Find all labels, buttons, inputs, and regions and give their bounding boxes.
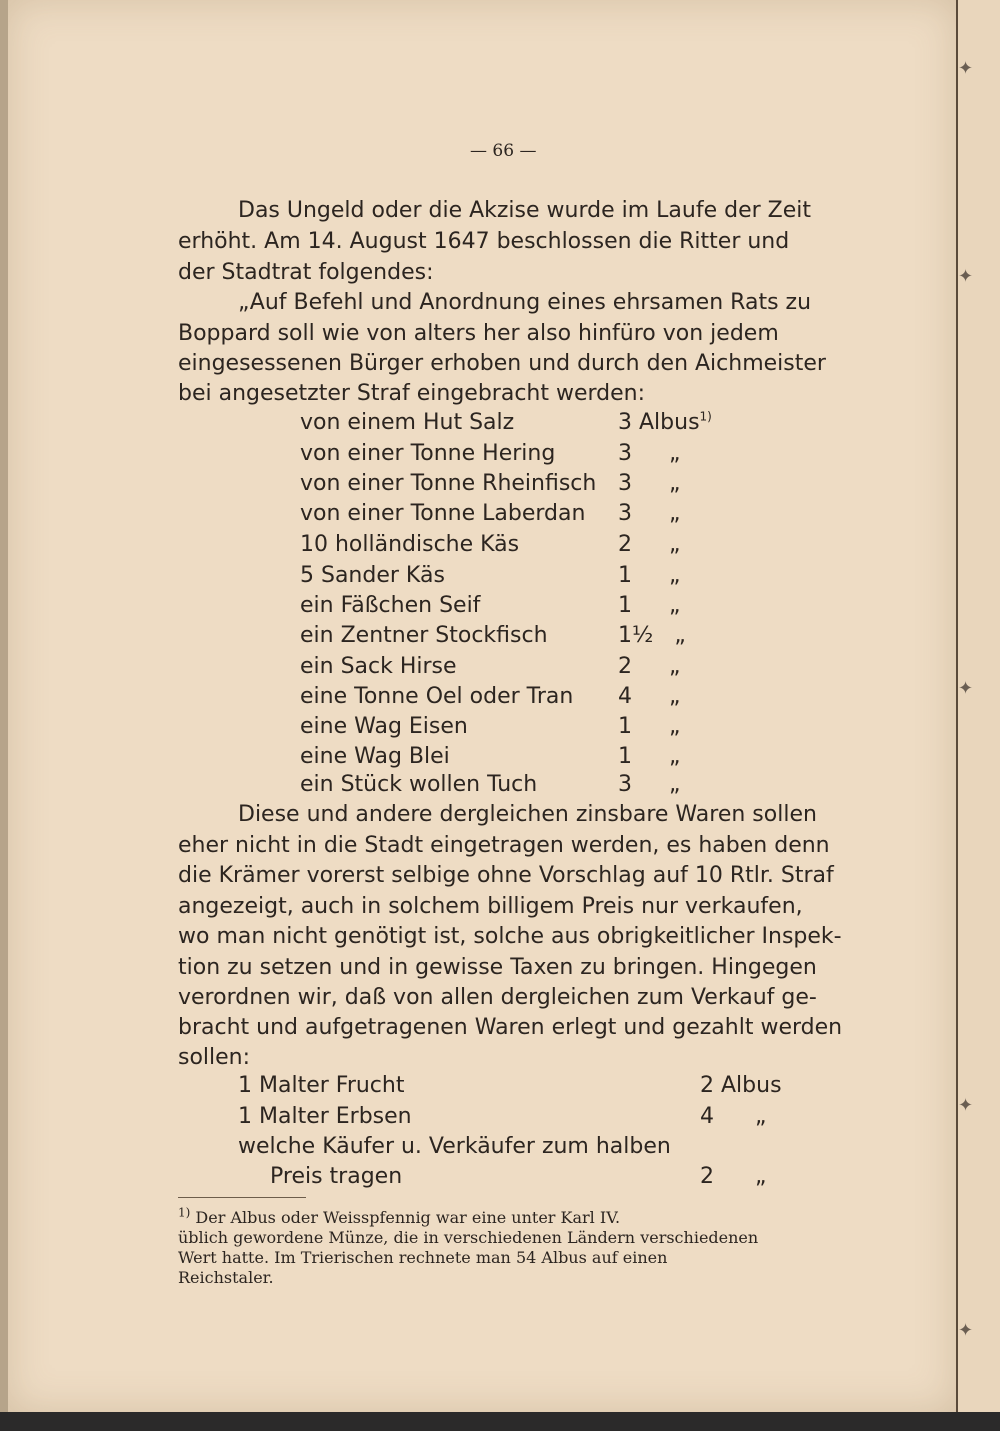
text-line: verordnen wir, daß von allen dergleichen zum Verkauf ge- — [178, 985, 817, 1010]
unit-label: „ — [755, 1104, 767, 1129]
text-line: eher nicht in die Stadt eingetragen werden, es haben denn — [178, 833, 830, 858]
table-row-item: 10 holländische Käs — [300, 532, 520, 557]
table-row-item: ein Stück wollen Tuch — [300, 772, 538, 797]
amount-value: 1 — [618, 714, 632, 739]
ditto-mark: „ — [669, 441, 681, 466]
footnote-text: Der Albus oder Weisspfennig war eine unter Karl IV. — [195, 1208, 621, 1227]
amount-value: 1 — [618, 563, 632, 588]
table-row-item: ein Zentner Stockfisch — [300, 623, 548, 648]
page-edge-mark-icon: ✦ — [958, 1095, 974, 1116]
amount-value: 3 — [618, 501, 632, 526]
ditto-mark: „ — [669, 654, 681, 679]
amount-value: 1 — [618, 744, 632, 769]
table-row-amount — [618, 441, 680, 466]
amount-value: 2 — [700, 1164, 714, 1189]
page-edge-right — [956, 0, 1000, 1431]
table-row-item: 5 Sander Käs — [300, 563, 445, 588]
ditto-mark: „ — [669, 684, 681, 709]
amount-value: 4 — [618, 684, 632, 709]
table-row-amount — [618, 654, 680, 679]
footnote-line: Wert hatte. Im Trierischen rechnete man 54 Albus auf einen — [178, 1248, 668, 1267]
footnote-separator — [178, 1197, 306, 1198]
table-row-amount — [618, 563, 680, 588]
table-row-amount — [618, 593, 680, 618]
table-row-item: 1 Malter Erbsen — [238, 1104, 412, 1129]
text-line: angezeigt, auch in solchem billigem Preis nur verkaufen, — [178, 894, 803, 919]
text-line: eingesessenen Bürger erhoben und durch den Aichmeister — [178, 351, 826, 376]
table-row-amount — [700, 1104, 766, 1129]
ditto-mark: „ — [669, 714, 681, 739]
table-row-amount — [618, 744, 680, 769]
table-row-item: eine Tonne Oel oder Tran — [300, 684, 574, 709]
amount-value: 2 — [700, 1073, 714, 1098]
amount-value: 2 — [618, 532, 632, 557]
unit-label: Albus — [639, 410, 700, 435]
table-row-amount — [700, 1164, 766, 1189]
footnote-line: Reichstaler. — [178, 1268, 274, 1287]
text-line: Boppard soll wie von alters her also hinfüro von jedem — [178, 321, 779, 346]
text-line: „Auf Befehl und Anordnung eines ehrsamen Rats zu — [238, 290, 812, 315]
text-line: wo man nicht genötigt ist, solche aus obrigkeitlicher Inspek- — [178, 924, 842, 949]
text-line: Das Ungeld oder die Akzise wurde im Laufe der Zeit — [238, 198, 811, 223]
ditto-mark: „ — [669, 563, 681, 588]
ditto-mark: „ — [674, 623, 686, 648]
ditto-mark: „ — [669, 593, 681, 618]
table-row-amount — [618, 684, 680, 709]
page-number: — 66 — — [470, 141, 537, 161]
ditto-mark: „ — [669, 532, 681, 557]
table-row-amount — [618, 532, 680, 557]
scan-border-bottom — [0, 1412, 1000, 1431]
amount-value: 1 — [618, 593, 632, 618]
table-row-item: welche Käufer u. Verkäufer zum halben — [238, 1134, 671, 1159]
page-edge-mark-icon: ✦ — [958, 678, 974, 699]
text-line: sollen: — [178, 1045, 251, 1070]
amount-value: 2 — [618, 654, 632, 679]
unit-label: Albus — [721, 1073, 782, 1098]
book-gutter — [0, 0, 8, 1431]
amount-value: 3 — [618, 471, 632, 496]
ditto-mark: „ — [669, 744, 681, 769]
footnote-reference: 1) — [699, 409, 712, 424]
table-row-amount — [618, 714, 680, 739]
amount-value: 3 — [618, 410, 632, 435]
page-edge-mark-icon: ✦ — [958, 58, 974, 79]
table-row-item: Preis tragen — [270, 1164, 403, 1189]
table-row-item: eine Wag Eisen — [300, 714, 468, 739]
table-row-item: eine Wag Blei — [300, 744, 450, 769]
table-row-amount — [618, 623, 686, 648]
table-row-item: ein Fäßchen Seif — [300, 593, 481, 618]
table-row-amount — [618, 410, 712, 435]
ditto-mark: „ — [669, 471, 681, 496]
amount-value: 3 — [618, 772, 632, 797]
ditto-mark: „ — [669, 501, 681, 526]
table-row-item: von einer Tonne Hering — [300, 441, 556, 466]
amount-value: 3 — [618, 441, 632, 466]
text-line: tion zu setzen und in gewisse Taxen zu bringen. Hingegen — [178, 955, 817, 980]
text-line: Diese und andere dergleichen zinsbare Waren sollen — [238, 802, 817, 827]
table-row-amount — [618, 471, 680, 496]
footnote-line: üblich gewordene Münze, die in verschiedenen Ländern verschiedenen — [178, 1228, 759, 1247]
amount-value: 1½ — [618, 623, 654, 648]
footnote-line — [178, 1205, 621, 1227]
table-row-item: 1 Malter Frucht — [238, 1073, 405, 1098]
amount-value: 4 — [700, 1104, 714, 1129]
table-row-amount — [618, 772, 680, 797]
ditto-mark: „ — [669, 772, 681, 797]
text-line: der Stadtrat folgendes: — [178, 260, 434, 285]
text-line: die Krämer vorerst selbige ohne Vorschlag auf 10 Rtlr. Straf — [178, 863, 834, 888]
text-line: erhöht. Am 14. August 1647 beschlossen die Ritter und — [178, 229, 790, 254]
table-row-amount — [618, 501, 680, 526]
text-line: bei angesetzter Straf eingebracht werden: — [178, 381, 646, 406]
page-edge-mark-icon: ✦ — [958, 1320, 974, 1341]
table-row-item: von einem Hut Salz — [300, 410, 515, 435]
footnote-mark: 1) — [178, 1205, 191, 1220]
table-row-item: von einer Tonne Rheinfisch — [300, 471, 597, 496]
page-edge-mark-icon: ✦ — [958, 266, 974, 287]
table-row-item: von einer Tonne Laberdan — [300, 501, 586, 526]
table-row-amount — [700, 1073, 782, 1098]
unit-label: „ — [755, 1164, 767, 1189]
text-line: bracht und aufgetragenen Waren erlegt und gezahlt werden — [178, 1015, 843, 1040]
table-row-item: ein Sack Hirse — [300, 654, 457, 679]
